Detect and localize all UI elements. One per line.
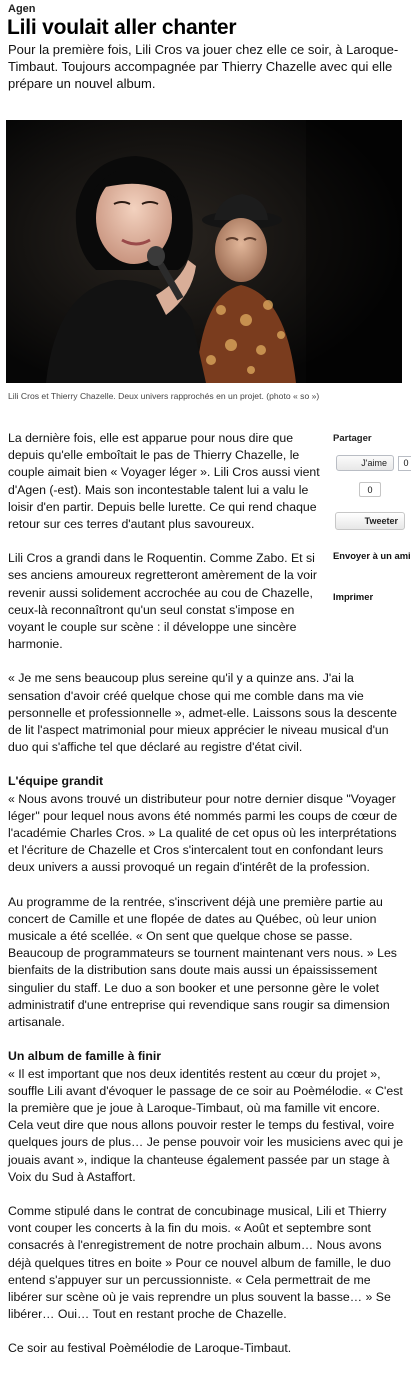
article-kicker: Agen [8, 3, 36, 15]
article-title: Lili voulait aller chanter [7, 16, 237, 39]
facebook-like-widget [336, 455, 411, 471]
article-paragraph: Au programme de la rentrée, s'inscrivent déjà une première partie au concert de Camille et une flopée de dates au Québec, où leur union musicale a été scellée. « On sent que quelque chose se passe. Beaucoup de programmateurs se tournent maintenant vers nous. » Les bienfaits de la distribution sans doute mais aussi un épaississement singulier du staff. Le duo a son booker et une personne gère le volet administratif d'une entreprise qui revendique sans rougir sa dimension artisanale. [8, 894, 397, 1030]
share-title: Partager [333, 433, 372, 444]
article-paragraph: « Nous avons trouvé un distributeur pour notre dernier disque "Voyager léger" pour lequel nous avons été nommés parmi les coups de cœur de l'académie Charles Cros. » La qualité de cet opus où les interprétations et l'écriture de Chazelle et Cros s'intercalent tout en confondant leurs deux univers a aussi provoqué un regain d'intérêt de la profession. [8, 791, 398, 875]
article-paragraph: « Je me sens beaucoup plus sereine qu'il y a quinze ans. J'ai la sensation d'avoir créé quelque chose qui me comble dans ma vie personnelle et professionnelle », admet-elle. Laissons sous la descente de lit l'aspect matrimonial pour mieux apprécier le niveau musical d'un duo qui s'affiche tel que déclaré au registre d'état civil. [8, 671, 397, 755]
photo-caption: Lili Cros et Thierry Chazelle. Deux univers rapprochés en un projet. (photo « so ») [8, 391, 320, 401]
facebook-like-count: 0 [398, 456, 411, 471]
section-heading: Un album de famille à finir [8, 1049, 162, 1064]
print-link[interactable]: Imprimer [333, 591, 374, 602]
concert-photo-illustration [6, 120, 402, 383]
tweet-label: Tweeter [364, 516, 398, 526]
facebook-like-button[interactable] [336, 455, 394, 471]
article-paragraph: Comme stipulé dans le contrat de concubinage musical, Lili et Thierry vont couper les concerts à la fin du mois. « Août et septembre sont consacrés à l'enregistrement de notre prochain album… Nous avons déjà quelques titres en boite » Pour ce nouvel album de famille, le duo entend s'appuyer sur un percussionniste. « Cela permettrait de me libérer sur scène où je vais reprendre un plus souvent la basse… » Se libérer… Oui… Tout en restant proche de Chazelle. [8, 1203, 391, 1322]
share-panel [333, 433, 411, 602]
plusone-count: 0 [359, 482, 381, 497]
article-paragraph: Lili Cros a grandi dans le Roquentin. Comme Zabo. Et si ses anciens amoureux regretteront amèrement de la voir revenir aussi solidement accrochée au cou de Chazelle, ceux-là reconnaîtront qu'un seul constat s'impose en voyant le couple sur scène : il développe une sincère harmonie. [8, 551, 317, 652]
facebook-like-label: J'aime [361, 458, 387, 468]
send-to-friend-link[interactable]: Envoyer à un ami [333, 550, 411, 561]
article-lead: Pour la première fois, Lili Cros va jouer chez elle ce soir, à Laroque-Timbaut. Toujours accompagnée par Thierry Chazelle avec qui elle prépare un nouvel album. [8, 42, 399, 91]
article-paragraph: La dernière fois, elle est apparue pour nous dire que depuis qu'elle emboîtait le pas de Thierry Chazelle, le couple aimait bien « Voyager léger ». Lili Cros aussi vient d'Agen (-est). Mais son incontestable talent lui a valu le loisir d'en partir. Depuis belle lurette. Ce qui rend chaque retour sur ces terres d'autant plus savoureux. [8, 431, 320, 532]
tweet-button[interactable] [335, 512, 405, 530]
article-paragraph: Ce soir au festival Poèmélodie de Laroque-Timbaut. [8, 1341, 292, 1356]
article-paragraph: « Il est important que nos deux identités restent au cœur du projet », souffle Lili avant d'évoquer le passage de ce soir au Poèmélodie. « C'est la première que je joue à Laroque-Timbaut, où ma famille vit encore. Cela veut dire que nous allons pouvoir rester le temps du festival, voire quelques jours de plus… Je pense pouvoir voir les musiciens avec qui je jouais avant », indique la chanteuse également passée par un stage à Voix du Sud à Astaffort. [8, 1066, 404, 1184]
article-photo [6, 120, 402, 383]
section-heading: L'équipe grandit [8, 774, 104, 789]
